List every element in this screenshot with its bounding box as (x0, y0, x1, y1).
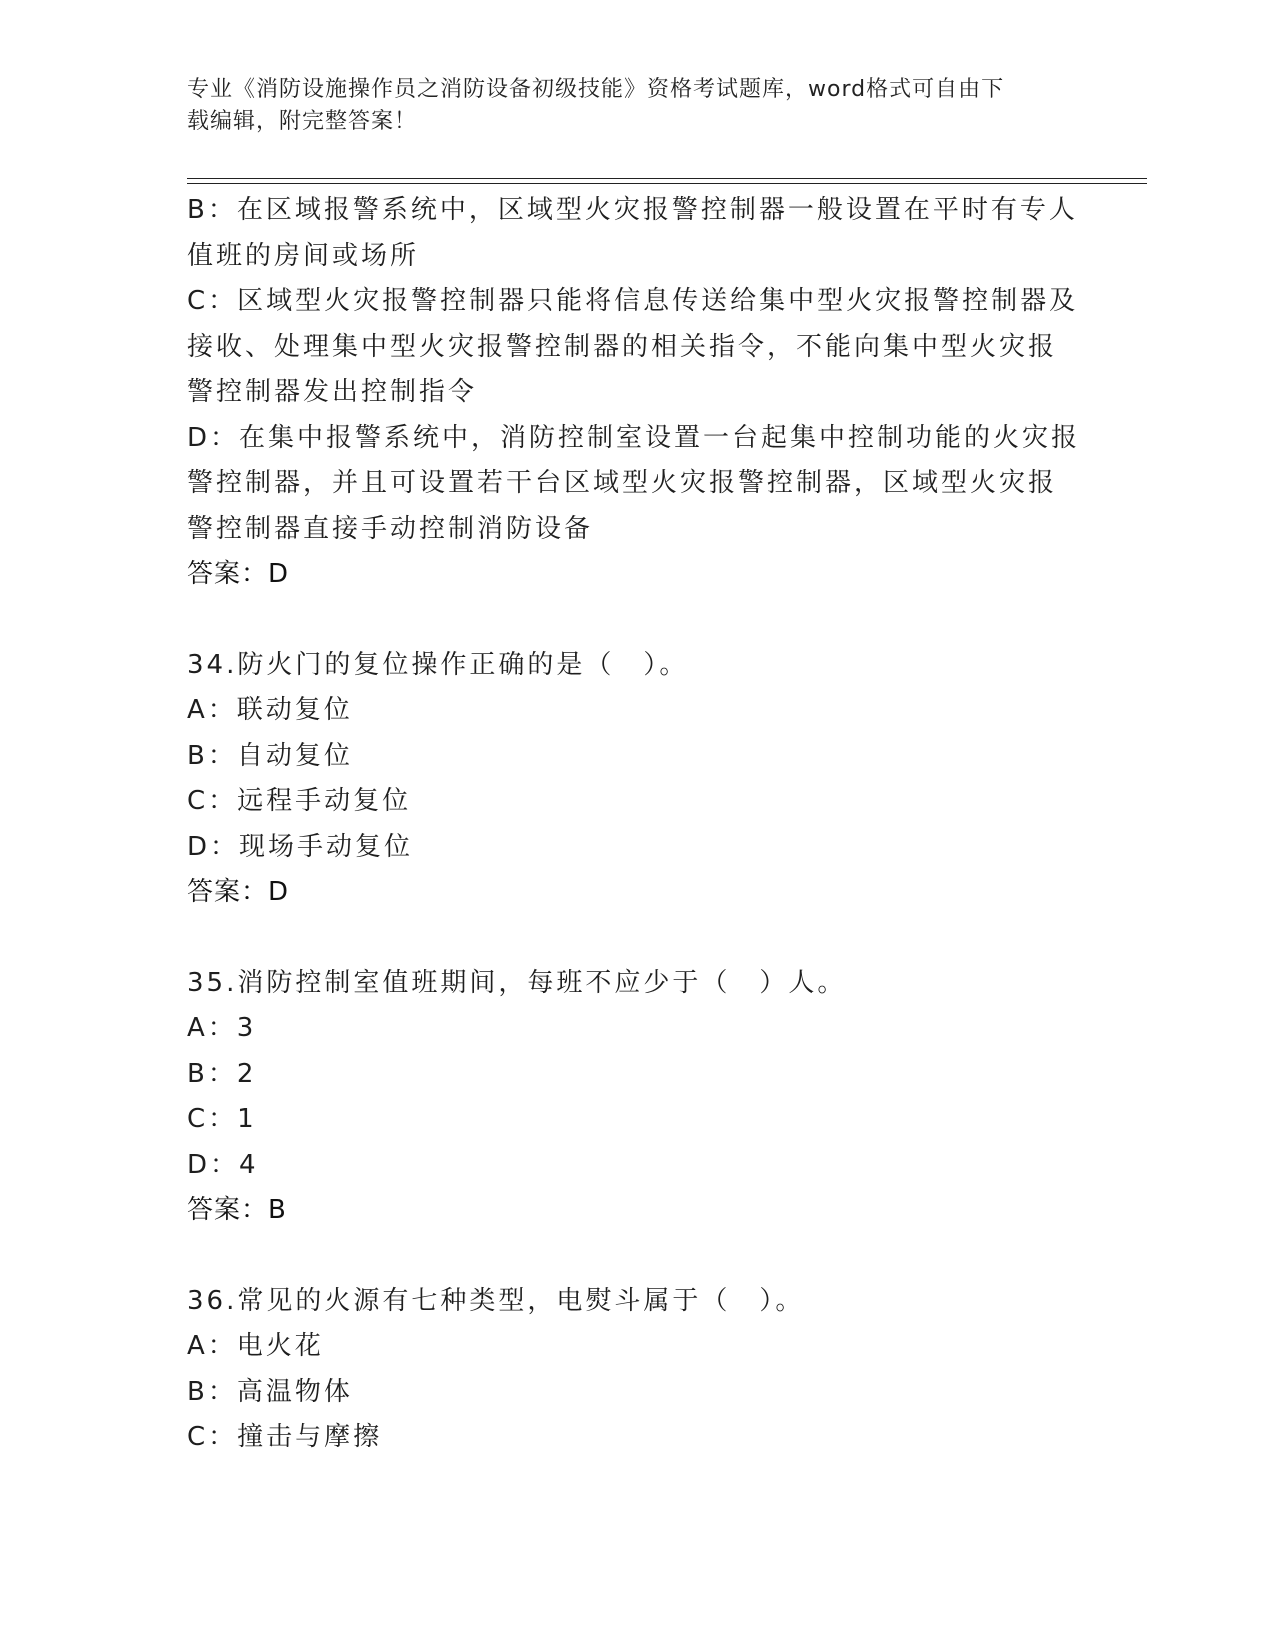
option-c-line: C：区域型火灾报警控制器只能将信息传送给集中型火灾报警控制器及 (187, 286, 1079, 316)
option-b-line: 值班的房间或场所 (187, 240, 420, 271)
option-c: C：1 (187, 1104, 257, 1134)
option-c-line: 接收、处理集中型火灾报警控制器的相关指令，不能向集中型火灾报 (187, 331, 1058, 362)
question-stem: 35.消防控制室值班期间，每班不应少于（ ）人。 (187, 967, 847, 998)
question-33-continued (187, 188, 1087, 598)
header-line-1: 专业《消防设施操作员之消防设备初级技能》资格考试题库，word格式可自由下 (187, 77, 1005, 102)
answer-line: 答案：B (187, 1195, 287, 1225)
option-d-line: 警控制器，并且可设置若干台区域型火灾报警控制器，区域型火灾报 (187, 468, 1058, 498)
option-d-line: 警控制器直接手动控制消防设备 (187, 513, 594, 544)
option-b: B：高温物体 (187, 1376, 353, 1407)
answer-line: 答案：D (187, 559, 290, 589)
option-b-line: B：在区域报警系统中，区域型火灾报警控制器一般设置在平时有专人 (187, 195, 1078, 225)
document-header (187, 74, 1087, 138)
header-rule-bottom (187, 183, 1147, 184)
question-stem: 34.防火门的复位操作正确的是（ ）。 (187, 649, 689, 680)
question-stem: 36.常见的火源有七种类型，电熨斗属于（ ）。 (187, 1285, 805, 1316)
option-b: B：2 (187, 1058, 257, 1089)
option-a: A：3 (187, 1013, 257, 1043)
option-c: C：撞击与摩擦 (187, 1422, 383, 1452)
question-35 (187, 961, 1087, 1234)
option-b: B：自动复位 (187, 740, 353, 771)
option-d: D：4 (187, 1149, 259, 1180)
option-d: D：现场手动复位 (187, 831, 414, 862)
header-rule-top (187, 178, 1147, 179)
option-d-line: D：在集中报警系统中，消防控制室设置一台起集中控制功能的火灾报 (187, 422, 1081, 453)
option-c-line: 警控制器发出控制指令 (187, 377, 478, 407)
question-36 (187, 1279, 1087, 1461)
option-a: A：电火花 (187, 1331, 324, 1361)
answer-line: 答案：D (187, 877, 290, 907)
header-line-2: 载编辑，附完整答案！ (187, 109, 418, 134)
option-a: A：联动复位 (187, 695, 353, 725)
option-c: C：远程手动复位 (187, 786, 412, 816)
question-34 (187, 643, 1087, 916)
document-body (187, 188, 1087, 1461)
